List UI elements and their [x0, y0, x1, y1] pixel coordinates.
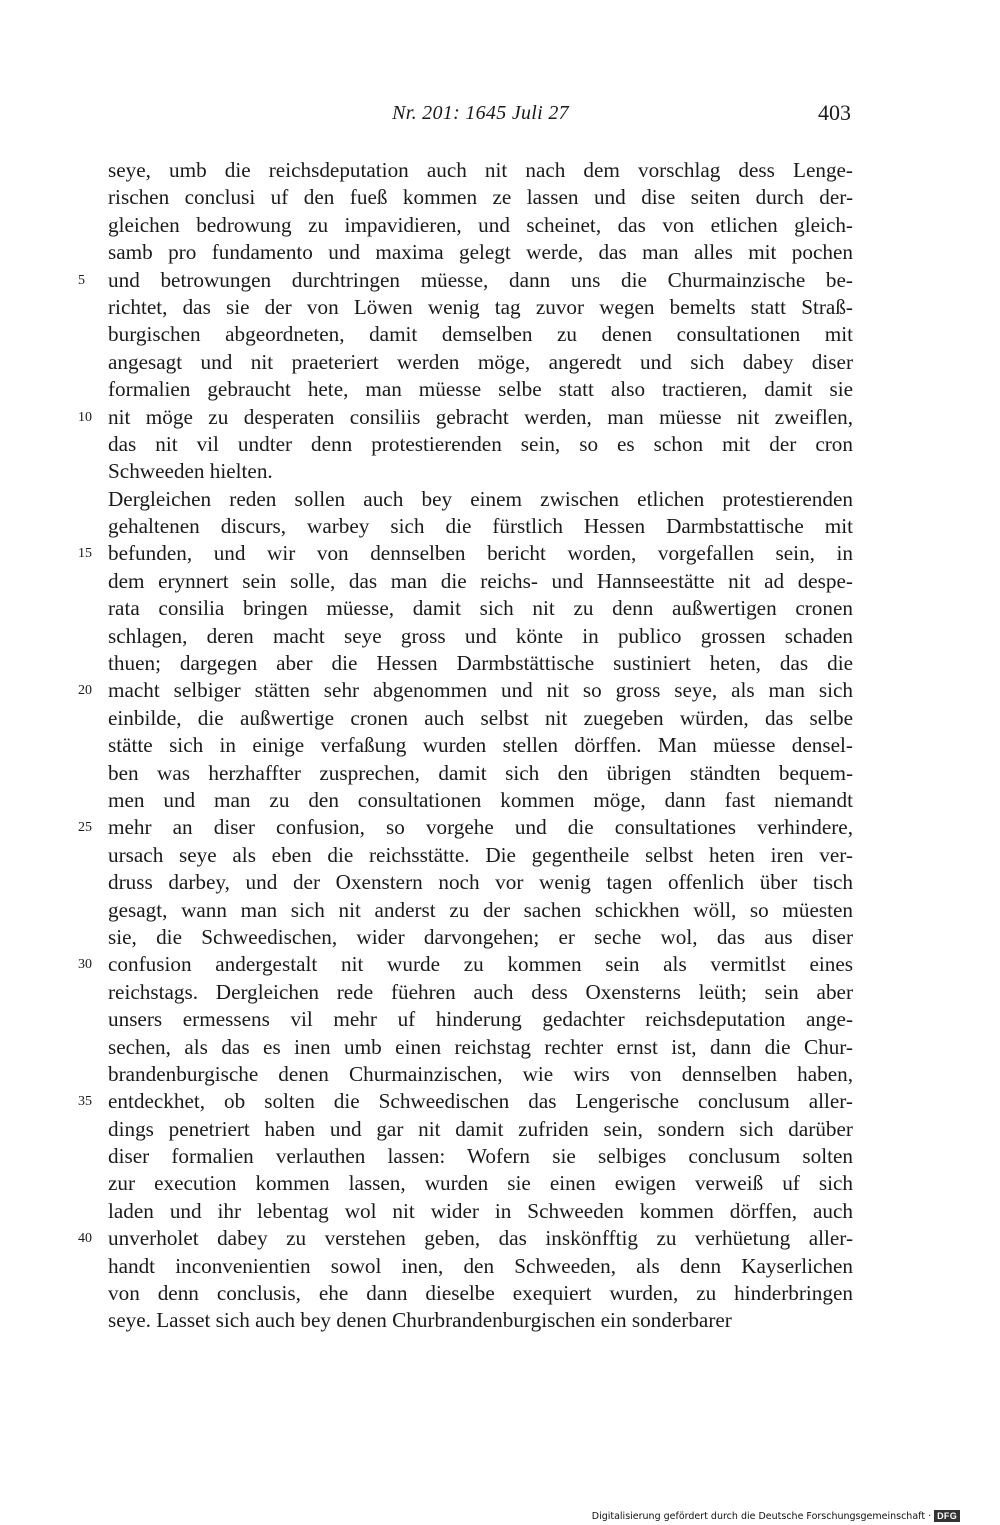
line-number: 5 [78, 272, 85, 288]
text-line [108, 458, 853, 485]
page-header [108, 100, 853, 130]
text-line [108, 705, 853, 732]
line-text: confusion andergestalt nit wurde zu kommen sein als vermitlst eines [108, 952, 853, 977]
text-line [78, 540, 853, 567]
line-text: gesagt, wann man sich nit anderst zu der sachen schickhen wöll, so müesten [108, 897, 853, 922]
text-line [108, 732, 853, 759]
text-line [108, 431, 853, 458]
text-line [108, 184, 853, 211]
line-number: 10 [78, 409, 92, 425]
line-number: 25 [78, 820, 92, 836]
text-line [108, 513, 853, 540]
text-line [108, 979, 853, 1006]
line-text: ben was herzhaffter zusprechen, damit sich den übrigen ständten bequem- [108, 760, 853, 785]
text-line [108, 924, 853, 951]
line-text: stätte sich in einige verfaßung wurden stellen dörffen. Man müesse densel- [108, 733, 853, 758]
line-text: rischen conclusi uf den fueß kommen ze lassen und dise seiten durch der- [108, 185, 853, 210]
text-line [108, 157, 853, 184]
line-text: richtet, das sie der von Löwen wenig tag zuvor wegen bemelts statt Straß- [108, 294, 853, 319]
line-text: und betrowungen durchtringen müesse, dann uns die Churmainzische be- [108, 267, 853, 292]
line-text: entdeckhet, ob solten die Schweedischen das Lengerische conclusum aller- [108, 1089, 853, 1114]
text-line [78, 814, 853, 841]
text-line [108, 1280, 853, 1307]
line-text: seye, umb die reichsdeputation auch nit nach dem vorschlag dess Lenge- [108, 158, 853, 182]
text-line [78, 1088, 853, 1115]
dfg-logo: DFG [934, 1510, 960, 1522]
line-text: das nit vil undter denn protestierenden sein, so es schon mit der cron [108, 431, 853, 456]
line-text: diser formalien verlauthen lassen: Wofern sie selbiges conclusum solten [108, 1144, 853, 1169]
text-line [108, 294, 853, 321]
line-text: angesagt und nit praeteriert werden möge, angeredt und sich dabey diser [108, 349, 853, 374]
text-line [108, 1307, 853, 1334]
text-line [78, 677, 853, 704]
line-number: 35 [78, 1094, 92, 1110]
line-number: 30 [78, 957, 92, 973]
text-line [108, 1061, 853, 1088]
text-line [108, 787, 853, 814]
line-text: schlagen, deren macht seye gross und könte in publico grossen schaden [108, 623, 853, 648]
credit-text: Digitalisierung gefördert durch die Deutsche Forschungsgemeinschaft [591, 1510, 926, 1522]
text-line [108, 1116, 853, 1143]
text-line [108, 595, 853, 622]
text-line [108, 1034, 853, 1061]
line-text: brandenburgische denen Churmainzischen, wie wirs von dennselben haben, [108, 1061, 853, 1086]
text-line [108, 349, 853, 376]
running-title: Nr. 201: 1645 Juli 27 [392, 102, 569, 124]
body-text [78, 157, 853, 1335]
text-line [78, 951, 853, 978]
text-line [78, 404, 853, 431]
line-text: ursach seye als eben die reichsstätte. Die gegentheile selbst heten iren ver- [108, 842, 853, 867]
line-text: handt inconvenientien sowol inen, den Schweeden, als denn Kayserlichen [108, 1253, 853, 1278]
text-line [108, 1006, 853, 1033]
line-text: thuen; dargegen aber die Hessen Darmbstättische sustiniert heten, das die [108, 651, 853, 676]
text-line [108, 1170, 853, 1197]
line-text: unsers ermessens vil mehr uf hinderung gedachter reichsdeputation ange- [108, 1007, 853, 1032]
text-line [108, 897, 853, 924]
line-text: seye. Lasset sich auch bey denen Churbrandenburgischen ein sonderbarer [108, 1308, 732, 1333]
text-line [108, 212, 853, 239]
line-text: von denn conclusis, ehe dann dieselbe exequiert wurden, zu hinderbringen [108, 1281, 853, 1306]
digitization-credit [592, 1510, 960, 1522]
line-text: druss darbey, und der Oxenstern noch vor wenig tagen offenlich über tisch [108, 870, 853, 895]
text-line [108, 239, 853, 266]
line-number: 20 [78, 683, 92, 699]
text-line [108, 650, 853, 677]
line-text: dings penetriert haben und gar nit damit zufriden sein, sondern sich darüber [108, 1116, 853, 1141]
line-text: einbilde, die außwertige cronen auch selbst nit zuegeben würden, das selbe [108, 705, 853, 730]
line-text: dem erynnert sein solle, das man die reichs- und Hannseestätte nit ad despe- [108, 568, 853, 593]
line-text: nit möge zu desperaten consiliis gebracht werden, man müesse nit zweiflen, [108, 404, 853, 429]
credit-separator: · [928, 1510, 932, 1522]
line-text: Dergleichen reden sollen auch bey einem zwischen etlichen protestierenden [108, 486, 853, 511]
text-line [108, 376, 853, 403]
line-text: sie, die Schweedischen, wider darvongehen; er seche wol, das aus diser [108, 924, 853, 949]
line-text: formalien gebraucht hete, man müesse selbe statt also tractieren, damit sie [108, 377, 853, 402]
text-line [108, 568, 853, 595]
text-line [108, 1143, 853, 1170]
line-text: unverholet dabey zu verstehen geben, das inskönfftig zu verhüetung aller- [108, 1226, 853, 1251]
line-text: burgischen abgeordneten, damit demselben zu denen consultationen mit [108, 322, 853, 347]
line-text: zur execution kommen lassen, wurden sie einen ewigen verweiß uf sich [108, 1171, 853, 1196]
text-line [108, 486, 853, 513]
page-number: 403 [818, 100, 851, 125]
line-text: macht selbiger stätten sehr abgenommen und nit so gross seye, als man sich [108, 678, 853, 703]
line-text: mehr an diser confusion, so vorgehe und die consultationes verhindere, [108, 815, 853, 840]
text-line [108, 842, 853, 869]
line-number: 40 [78, 1231, 92, 1247]
text-line [108, 1198, 853, 1225]
line-text: gleichen bedrowung zu impavidieren, und scheinet, das von etlichen gleich- [108, 212, 853, 237]
line-text: rata consilia bringen müesse, damit sich nit zu denn außwertigen cronen [108, 596, 853, 621]
text-line [78, 267, 853, 294]
line-text: laden und ihr lebentag wol nit wider in Schweeden kommen dörffen, auch [108, 1198, 853, 1223]
line-text: sechen, als das es inen umb einen reichstag rechter ernst ist, dann die Chur- [108, 1034, 853, 1059]
text-line [108, 760, 853, 787]
line-text: Schweeden hielten. [108, 459, 273, 484]
line-number: 15 [78, 546, 92, 562]
line-text: samb pro fundamento und maxima gelegt werde, das man alles mit pochen [108, 240, 853, 265]
text-line [78, 1225, 853, 1252]
line-text: men und man zu den consultationen kommen möge, dann fast niemandt [108, 787, 853, 812]
line-text: reichstags. Dergleichen rede füehren auch dess Oxensterns leüth; sein aber [108, 979, 853, 1004]
text-line [108, 869, 853, 896]
line-text: gehaltenen discurs, warbey sich die fürstlich Hessen Darmbstattische mit [108, 514, 853, 539]
text-line [108, 1253, 853, 1280]
text-line [108, 623, 853, 650]
line-text: befunden, und wir von dennselben bericht worden, vorgefallen sein, in [108, 541, 853, 566]
text-line [108, 321, 853, 348]
